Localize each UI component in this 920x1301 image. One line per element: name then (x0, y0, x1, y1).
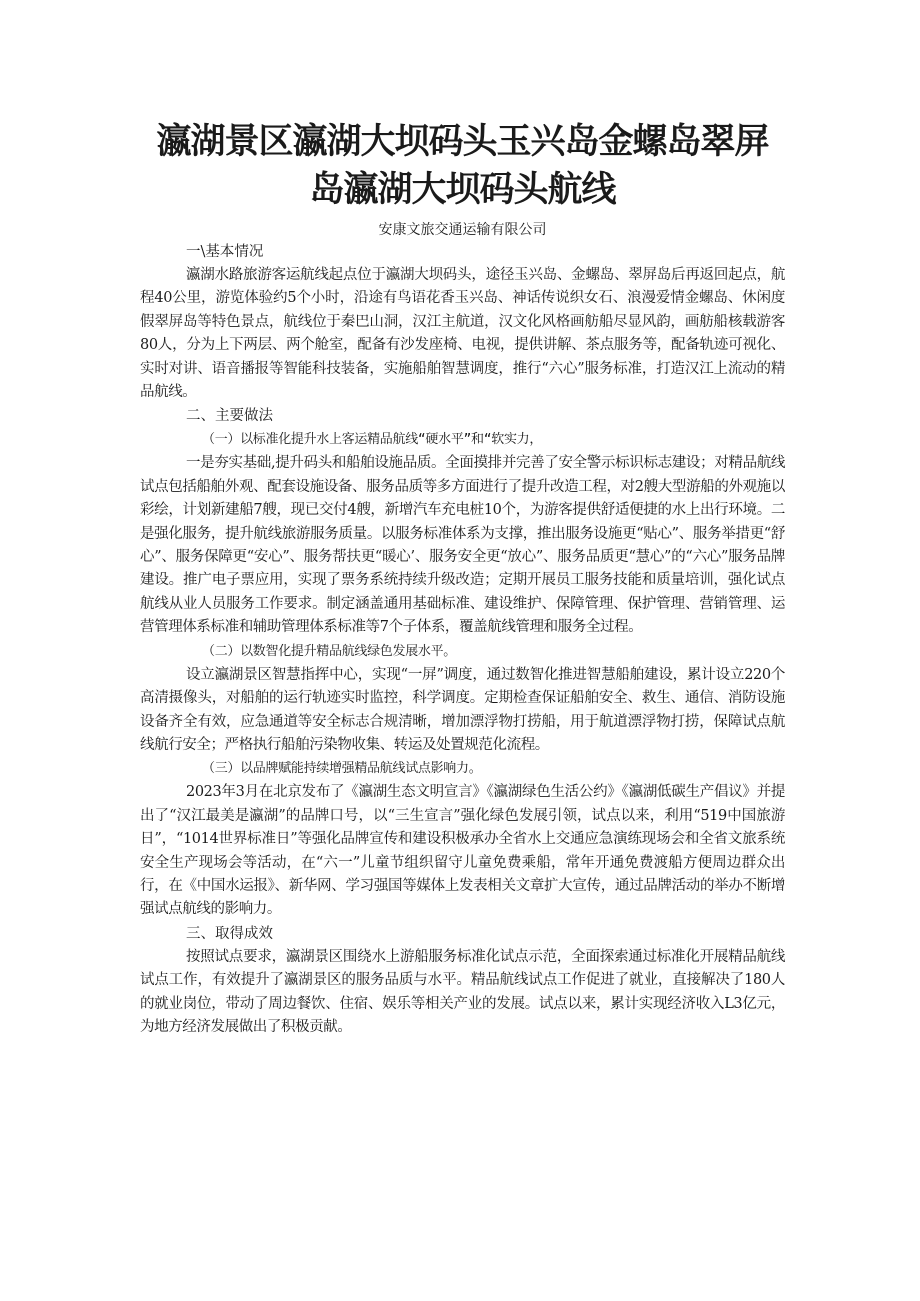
section-2-subheading-3: （三）以品牌赋能持续增强精品航线试点影响力。 (202, 761, 482, 777)
document-title (130, 118, 795, 214)
section-3-paragraph: 按照试点要求，瀛湖景区围绕水上游船服务标准化试点示范，全面探索通过标准化开展精品航线试点工作，有效提升了瀛湖景区的服务品质与水平。精品航线试点工作促进了就业，直接解决了180人的就业岗位，带动了周边餐饮、住宿、娱乐等相关产业的发展。试点以来，累计实现经济收入L3亿元，为地方经济发展做出了积极贡献。 (140, 948, 785, 1035)
organization-name: 安康文旅交通运输有限公司 (378, 222, 547, 238)
section-2-subheading-1: （一）以标准化提升水上客运精品航线“硬水平”和“软实力， (202, 432, 543, 448)
section-1-paragraph: 瀛湖水路旅游客运航线起点位于瀛湖大坝码头，途径玉兴岛、金螺岛、翠屏岛后再返回起点，航程40公里，游览体验约5个小时，沿途有鸟语花香玉兴岛、神话传说织女石、浪漫爱情金螺岛、休闲度假翠屏岛等特色景点，航线位于秦巴山洞，汉江主航道，汉文化风格画舫船尽显风韵，画舫船核载游客80人，分为上下两层、两个舱室，配备有沙发座椅、电视，提供讲解、茶点服务等，配备轨迹可视化、实时对讲、语音播报等智能科技装备，实施船舶智慧调度，推行“六心”服务标准，打造汉江上流动的精品航线。 (140, 267, 785, 401)
section-2-heading: 二、主要做法 (186, 408, 273, 425)
section-2-paragraph-2: 设立瀛湖景区智慧指挥中心，实现“一屏”调度，通过数智化推进智慧船舶建设，累计设立220个高清摄像头，对船舶的运行轨迹实时监控，科学调度。定期检查保证船舶安全、救生、通信、消防设施设备齐全有效，应急通道等安全标志合规清晰，增加漂浮物打捞船，用于航道漂浮物打捞，保障试点航线航行安全；严格执行船舶污染物收集、转运及处置规范化流程。 (140, 666, 785, 753)
section-1-heading: 一\基本情况 (186, 244, 264, 260)
document-page (140, 118, 785, 1039)
title-line-2: 岛瀛湖大坝码头航线 (309, 170, 616, 210)
section-3-heading: 三、取得成效 (186, 925, 273, 942)
section-2-paragraph-3: 2023年3月在北京发布了《瀛湖生态文明宣言》《瀛湖绿色生活公约》《瀛湖低碳生产倡议》并提出了“汉江最美是瀛湖”的品牌口号，以“三生宣言”强化绿色发展引领，试点以来，利用“519中国旅游日”，“1014世界标准日”等强化品牌宣传和建设积极承办全省水上交通应急演练现场会和全省文旅系统安全生产现场会等活动，在“六一”儿童节组织留守儿童免费乘船，常年开通免费渡船方便周边群众出行，在《中国水运报》、新华网、学习强国等媒体上发表相关文章扩大宣传，通过品牌活动的举办不断增强试点航线的影响力。 (140, 784, 785, 918)
title-line-1: 瀛湖景区瀛湖大坝码头玉兴岛金螺岛翠屏 (156, 122, 769, 162)
section-2-paragraph-1: 一是夯实基础,提升码头和船舶设施品质。全面摸排并完善了安全警示标识标志建设；对精品航线试点包括船舶外观、配套设施设备、服务品质等多方面进行了提升改造工程，对2艘大型游船的外观施以彩绘，计划新建船7艘，现已交付4艘，新增汽车充电桩10个，为游客提供舒适便捷的水上出行环境。二是强化服务，提升航线旅游服务质量。以服务标准体系为支撑，推出服务设施更“贴心”、服务举措更“舒心”、服务保障更“安心”、服务帮扶更“暖心’、服务安全更“放心”、服务品质更“慧心”的“六心”服务品牌建设。推广电子票应用，实现了票务系统持续升级改造；定期开展员工服务技能和质量培训，强化试点航线从业人员服务工作要求。制定涵盖通用基础标准、建设维护、保障管理、保护管理、营销管理、运营管理体系标准和辅助管理体系标准等7个子体系，覆盖航线管理和服务全过程。 (140, 455, 785, 636)
section-2-subheading-2: （二）以数智化提升精品航线绿色发展水平。 (202, 643, 457, 659)
